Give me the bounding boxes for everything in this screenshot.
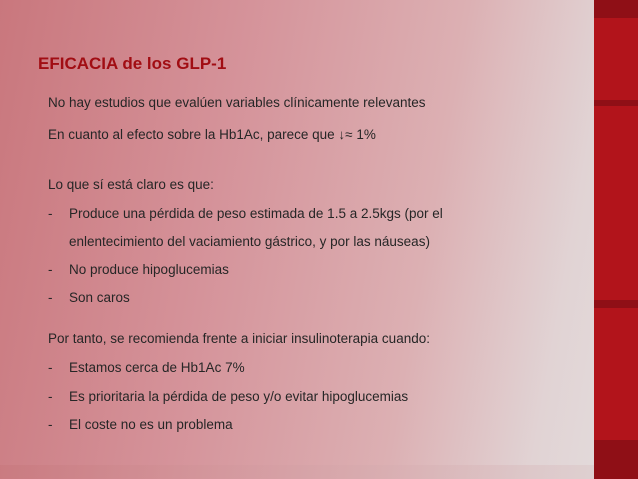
side-bar-segment <box>594 100 638 106</box>
recommend-heading: Por tanto, se recomienda frente a iniciar insulinoterapia cuando: <box>48 331 430 346</box>
intro-line: No hay estudios que evalúen variables clínicamente relevantes <box>48 95 426 110</box>
slide-title: EFICACIA de los GLP-1 <box>38 54 227 73</box>
bullet-dash: - <box>48 360 53 375</box>
clear-heading: Lo que sí está claro es que: <box>48 177 214 192</box>
bottom-band <box>0 465 594 479</box>
bullet-dash: - <box>48 206 53 221</box>
list-item: Estamos cerca de Hb1Ac 7% <box>69 360 245 375</box>
side-bar-segment <box>594 0 638 18</box>
list-item: Es prioritaria la pérdida de peso y/o evitar hipoglucemias <box>69 389 409 404</box>
side-accent-bar <box>594 0 638 479</box>
list-item: Son caros <box>69 290 130 305</box>
bullet-dash: - <box>48 262 53 277</box>
bullet-dash: - <box>48 417 53 432</box>
bullet-dash: - <box>48 290 53 305</box>
bullet-dash: - <box>48 389 53 404</box>
intro-line: En cuanto al efecto sobre la Hb1Ac, parece que ↓≈ 1% <box>48 127 376 142</box>
side-bar-segment <box>594 440 638 479</box>
list-item: El coste no es un problema <box>69 417 233 432</box>
side-bar-segment <box>594 300 638 308</box>
list-item: Produce una pérdida de peso estimada de 1.5 a 2.5kgs (por el <box>69 206 443 221</box>
list-item-continuation: enlentecimiento del vaciamiento gástrico, y por las náuseas) <box>69 234 430 249</box>
list-item: No produce hipoglucemias <box>69 262 229 277</box>
